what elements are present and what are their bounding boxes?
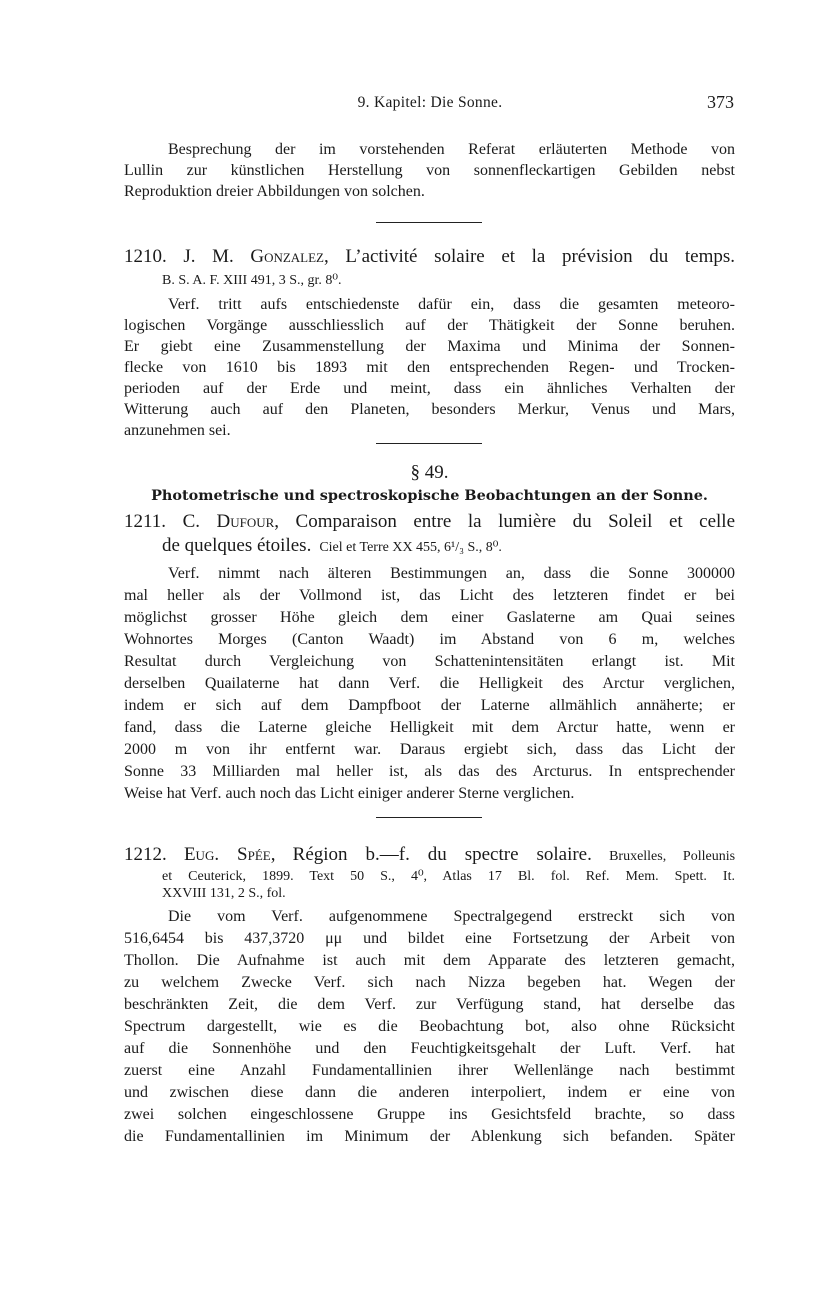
body-line: 516,6454 bis 437,3720 μμ und bildet eine Fortsetzung der Arbeit von <box>124 930 735 947</box>
separator-rule <box>376 817 482 818</box>
body-line: und zwischen diese dann die anderen interpoliert, indem er eine von <box>124 1084 735 1101</box>
entry-author: J. M. Gonzalez, <box>183 246 329 267</box>
entry-title-continued <box>162 535 735 558</box>
entry-title: Comparaison entre la lumière du Soleil et celle <box>295 511 736 532</box>
running-title: 9. Kapitel: Die Sonne. <box>357 94 503 111</box>
body-line: Weise hat Verf. auch noch das Licht einiger anderer Sterne verglichen. <box>124 785 575 802</box>
entry-author: C. Dufour, <box>182 511 280 532</box>
body-line: zwei solchen eingeschlossene Gruppe ins Gesichtsfeld brachte, so dass <box>124 1106 735 1123</box>
body-line: Verf. nimmt nach älteren Bestimmungen an, dass die Sonne 300000 <box>168 565 735 582</box>
body-line: derselben Quailaterne hat dann Verf. die Helligkeit des Arctur verglichen, <box>124 675 735 692</box>
body-line: möglichst grosser Höhe gleich dem einer Gaslaterne am Quai seines <box>124 609 735 626</box>
body-line: Resultat durch Vergleichung von Schattenintensitäten erlangt ist. Mit <box>124 653 735 670</box>
body-line: perioden auf der Erde und meint, dass ein ähnliches Verhalten der <box>124 380 735 397</box>
intro-line: Reproduktion dreier Abbildungen von solchen. <box>124 183 425 200</box>
separator-rule <box>376 443 482 444</box>
entry-ref: Ciel et Terre XX 455, 6¹/₃ S., 8⁰. <box>319 540 502 555</box>
body-line: Spectrum dargestellt, wie es die Beobachtung bot, also ohne Rücksicht <box>124 1018 735 1035</box>
entry-1212-heading <box>124 844 735 867</box>
entry-number: 1211. <box>124 511 167 532</box>
body-line: auf die Sonnenhöhe und den Feuchtigkeitsgehalt der Luft. Verf. hat <box>124 1040 735 1057</box>
section-heading: Photometrische und spectroskopische Beobachtungen an der Sonne. <box>151 487 708 504</box>
body-line: Verf. tritt aufs entschiedenste dafür ein, dass die gesamten meteoro- <box>168 296 735 313</box>
body-line: flecke von 1610 bis 1893 mit den entsprechenden Regen- und Trocken- <box>124 359 735 376</box>
body-line: Sonne 33 Milliarden mal heller ist, als das des Arcturus. In entsprechender <box>124 763 735 780</box>
entry-title: L’activité solaire et la prévision du temps. <box>345 246 736 267</box>
intro-line: Lullin zur künstlichen Herstellung von sonnenfleckartigen Gebilden nebst <box>124 162 735 179</box>
body-line: mal heller als der Vollmond ist, das Licht des letzteren findet er bei <box>124 587 735 604</box>
entry-number: 1210. <box>124 246 167 267</box>
body-line: anzunehmen sei. <box>124 422 231 439</box>
body-line: Wohnortes Morges (Canton Waadt) im Abstand von 6 m, welches <box>124 631 735 648</box>
entry-number: 1212. <box>124 844 167 865</box>
entry-1210-heading <box>124 246 735 267</box>
entry-ref: et Ceuterick, 1899. Text 50 S., 4⁰, Atlas 17 Bl. fol. Ref. Mem. Spett. It. <box>162 869 735 884</box>
body-line: logischen Vorgänge ausschliesslich auf der Thätigkeit der Sonne beruhen. <box>124 317 735 334</box>
body-line: die Fundamentallinien im Minimum der Ablenkung sich befanden. Später <box>124 1128 735 1145</box>
page-header <box>124 94 736 116</box>
body-line: fand, dass die Laterne gleiche Helligkeit mit dem Arctur hatte, wenn er <box>124 719 735 736</box>
section-number: § 49. <box>410 462 449 483</box>
entry-ref: XXVIII 131, 2 S., fol. <box>162 886 286 901</box>
entry-publisher: Bruxelles, Polleunis <box>609 849 736 864</box>
body-line: zu welchem Zwecke Verf. sich nach Nizza begeben hat. Wegen der <box>124 974 735 991</box>
body-line: Witterung auch auf den Planeten, besonders Merkur, Venus und Mars, <box>124 401 735 418</box>
separator-rule <box>376 222 482 223</box>
body-line: Die vom Verf. aufgenommene Spectralgegend erstreckt sich von <box>168 908 735 925</box>
page-number: 373 <box>707 92 734 112</box>
entry-title: de quelques étoiles. <box>162 535 312 556</box>
entry-1211-heading <box>124 511 735 532</box>
body-line: Thollon. Die Aufnahme ist auch mit dem Apparate des letzteren gemacht, <box>124 952 735 969</box>
body-line: 2000 m von ihr entfernt war. Daraus ergiebt sich, dass das Licht der <box>124 741 735 758</box>
body-line: Er giebt eine Zusammenstellung der Maxima und Minima der Sonnen- <box>124 338 735 355</box>
entry-title: Région b.—f. du spectre solaire. <box>292 844 592 865</box>
entry-ref: B. S. A. F. XIII 491, 3 S., gr. 8⁰. <box>162 273 342 288</box>
body-line: zuerst eine Anzahl Fundamentallinien ihrer Wellenlänge nach bestimmt <box>124 1062 735 1079</box>
body-line: beschränkten Zeit, die dem Verf. zur Verfügung stand, hat derselbe das <box>124 996 735 1013</box>
intro-line: Besprechung der im vorstehenden Referat erläuterten Methode von <box>168 141 735 158</box>
body-line: indem er sich auf dem Dampfboot der Laterne allmählich annäherte; er <box>124 697 735 714</box>
entry-author: Eug. Spée, <box>183 844 276 865</box>
